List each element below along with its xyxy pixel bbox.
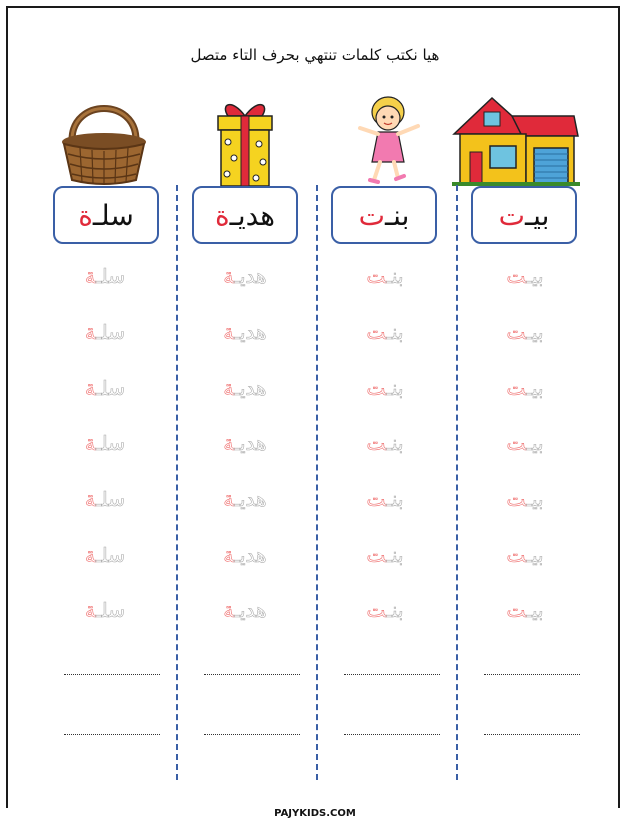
trace-ending: ت [506,431,527,455]
trace-stem: هديـ [234,543,267,567]
trace-stem: سلـ [95,431,125,455]
writing-line [344,734,440,735]
trace-word [50,487,160,511]
writing-line [484,734,580,735]
trace-stem: بنـ [386,543,404,567]
trace-stem: بيـ [526,431,544,455]
word-ending: ة [214,198,230,232]
trace-ending: ة [223,431,235,455]
trace-word [470,264,580,288]
word-box-gift [192,186,298,244]
trace-word [470,487,580,511]
trace-word [330,320,440,344]
trace-stem: سلـ [95,320,125,344]
trace-ending: ت [506,264,527,288]
trace-word [190,431,300,455]
trace-stem: بيـ [526,320,544,344]
word-stem: بنـ [384,198,410,232]
trace-ending: ت [366,431,387,455]
trace-stem: بيـ [526,598,544,622]
trace-ending: ت [506,376,527,400]
trace-stem: بنـ [386,487,404,511]
trace-stem: سلـ [95,264,125,288]
trace-word [190,543,300,567]
trace-ending: ت [506,543,527,567]
trace-ending: ت [506,320,527,344]
trace-ending: ة [85,487,96,511]
trace-ending: ة [223,598,235,622]
trace-stem: بنـ [386,320,404,344]
trace-word [470,598,580,622]
trace-stem: بيـ [526,543,544,567]
trace-word [190,598,300,622]
trace-ending: ت [366,487,387,511]
trace-word [470,431,580,455]
basket-icon [58,92,150,187]
trace-ending: ة [223,264,235,288]
footer-brand: PAJYKIDS.COM [0,808,630,819]
girl-icon [352,92,432,190]
trace-stem: بنـ [386,376,404,400]
trace-word [50,376,160,400]
trace-stem: هديـ [234,431,267,455]
trace-ending: ة [223,543,235,567]
word-ending: ت [358,198,385,232]
trace-stem: هديـ [234,320,267,344]
trace-word [330,487,440,511]
trace-word [190,487,300,511]
word-stem: هديـ [229,198,276,232]
word-box-basket [53,186,159,244]
trace-stem: بنـ [386,598,404,622]
trace-stem: هديـ [234,264,267,288]
trace-stem: سلـ [95,376,125,400]
word-ending: ة [78,198,93,232]
trace-word [330,431,440,455]
trace-word [50,264,160,288]
trace-stem: هديـ [234,487,267,511]
trace-ending: ة [85,543,96,567]
trace-stem: بيـ [526,487,544,511]
word-box-house [471,186,577,244]
writing-line [64,734,160,735]
column-divider [316,185,318,780]
trace-ending: ة [85,264,96,288]
trace-stem: بيـ [526,264,544,288]
trace-word [50,320,160,344]
trace-word [190,376,300,400]
trace-stem: سلـ [95,543,125,567]
column-divider [456,185,458,780]
writing-line [484,674,580,675]
writing-line [344,674,440,675]
trace-ending: ت [366,376,387,400]
trace-ending: ت [506,487,527,511]
trace-stem: بنـ [386,431,404,455]
trace-stem: بيـ [526,376,544,400]
word-ending: ت [498,198,525,232]
word-stem: بيـ [524,198,550,232]
trace-stem: سلـ [95,598,125,622]
trace-word [50,431,160,455]
trace-word [190,320,300,344]
word-box-girl [331,186,437,244]
trace-stem: سلـ [95,487,125,511]
trace-ending: ة [85,320,96,344]
gift-icon [214,94,276,188]
trace-word [330,376,440,400]
trace-ending: ت [366,320,387,344]
trace-stem: هديـ [234,598,267,622]
house-icon [452,92,580,187]
writing-line [64,674,160,675]
trace-stem: بنـ [386,264,404,288]
trace-word [330,598,440,622]
trace-ending: ة [85,376,96,400]
trace-stem: هديـ [234,376,267,400]
trace-ending: ت [506,598,527,622]
word-stem: سلـ [92,198,134,232]
writing-line [204,674,300,675]
trace-ending: ة [85,431,96,455]
trace-ending: ت [366,264,387,288]
trace-ending: ة [223,320,235,344]
trace-ending: ة [223,376,235,400]
trace-ending: ة [223,487,235,511]
trace-ending: ت [366,543,387,567]
trace-word [470,376,580,400]
trace-word [50,598,160,622]
trace-ending: ت [366,598,387,622]
trace-word [190,264,300,288]
trace-word [50,543,160,567]
trace-ending: ة [85,598,96,622]
column-divider [176,185,178,780]
writing-line [204,734,300,735]
trace-word [470,320,580,344]
trace-word [330,264,440,288]
page-title: هيا نكتب كلمات تنتهي بحرف التاء متصل [190,46,440,64]
trace-word [470,543,580,567]
trace-word [330,543,440,567]
